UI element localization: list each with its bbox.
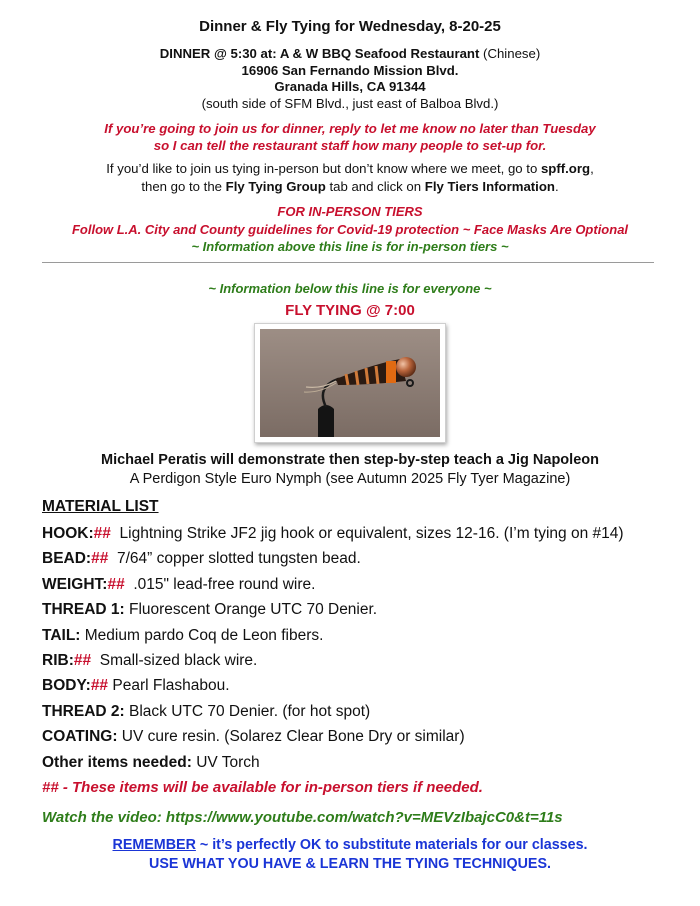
available-marker: ##	[90, 677, 109, 695]
demo-subtitle: A Perdigon Style Euro Nymph (see Autumn 2025 Fly Tyer Magazine)	[129, 471, 571, 487]
available-marker: ##	[107, 575, 125, 593]
available-marker: ##	[93, 525, 111, 542]
fly-photo	[254, 323, 446, 443]
material-key: BEAD	[42, 550, 86, 568]
spff-link[interactable]: spff.org	[540, 161, 591, 176]
material-key: THREAD 1	[42, 601, 120, 619]
material-item	[42, 525, 624, 543]
material-sep: :	[68, 652, 74, 669]
remember-text-1: ~ it’s perfectly	[195, 837, 300, 853]
material-sep: :	[119, 601, 125, 619]
availability-note: ## - These items will be available for in-person tiers if needed.	[42, 779, 483, 796]
directions-punct: ,	[590, 161, 594, 176]
material-value: Medium pardo Coq de Leon fibers.	[80, 626, 324, 644]
material-key: Other items needed	[42, 753, 187, 771]
dinner-address-1: 16906 San Fernando Mission Blvd.	[241, 62, 459, 78]
remember-word: REMEMBER	[112, 837, 196, 853]
material-value: UV cure resin. (Solarez Clear Bone Dry or similar)	[117, 728, 465, 746]
dinner-address-2: Granada Hills, CA 91344	[274, 79, 426, 94]
material-item	[42, 677, 230, 695]
inperson-directions	[0, 160, 700, 195]
material-item	[42, 754, 260, 772]
rsvp-line-2: so I can tell the restaurant staff how many people to set-up for.	[153, 137, 547, 153]
dinner-cuisine: (Chinese)	[479, 46, 541, 61]
dinner-venue: DINNER @ 5:30 at: A & W BBQ Seafood Restaurant	[159, 46, 480, 61]
material-item	[42, 627, 323, 645]
material-key: BODY	[42, 677, 86, 695]
material-item	[42, 576, 315, 594]
material-sep: :	[88, 525, 94, 542]
material-sep: :	[75, 626, 81, 644]
directions-text-3: tab and click on	[325, 178, 425, 194]
material-value: UV Torch	[191, 753, 260, 771]
material-key: WEIGHT	[42, 575, 103, 593]
video-link[interactable]: https://www.youtube.com/watch?v=MEVzIbajcC0&t=11s	[165, 809, 563, 826]
fly-tying-group-tab: Fly Tying Group	[225, 178, 326, 194]
material-key: THREAD 2	[42, 702, 120, 720]
material-value: Black UTC 70 Denier. (for hot spot)	[124, 702, 371, 720]
material-sep: :	[102, 575, 108, 593]
material-value: Small-sized black wire.	[91, 652, 258, 669]
available-marker: ##	[91, 550, 109, 568]
remember-line-2: USE WHAT YOU HAVE & LEARN THE TYING TECHNIQUES.	[149, 856, 551, 872]
page-title: Dinner & Fly Tying for Wednesday, 8-20-25	[199, 18, 501, 35]
rsvp-notice	[0, 121, 700, 154]
material-sep: :	[85, 677, 91, 695]
material-sep: :	[85, 550, 92, 568]
material-key: RIB	[42, 652, 69, 669]
in-person-tiers-block	[0, 203, 700, 238]
rsvp-line-1: If you’re going to join us for dinner, reply to let me know no later than Tuesday	[104, 121, 596, 136]
fly-tying-time: FLY TYING @ 7:00	[285, 302, 415, 319]
divider	[42, 262, 654, 263]
material-item	[42, 601, 377, 619]
material-value: .015" lead-free round wire.	[124, 575, 316, 593]
material-item	[42, 550, 361, 568]
directions-text: If you’d like to join us tying in-person but don’t know where we meet, go to	[106, 161, 541, 176]
material-item	[42, 703, 370, 721]
material-item	[42, 652, 257, 670]
in-person-heading: FOR IN-PERSON TIERS	[277, 204, 423, 219]
dinner-location-note: (south side of SFM Blvd., just east of Balboa Blvd.)	[201, 95, 499, 111]
material-key: COATING:	[42, 728, 118, 746]
above-line-note: ~ Information above this line is for in-person tiers ~	[191, 239, 509, 254]
available-marker: ##	[73, 652, 92, 669]
covid-guidelines: Follow L.A. City and County guidelines for Covid-19 protection ~ Face Masks Are Optional	[71, 221, 629, 237]
directions-punct-2: .	[554, 178, 559, 194]
below-line-note: ~ Information below this line is for everyone ~	[208, 281, 492, 296]
material-key: TAIL	[42, 626, 76, 644]
jig-napoleon-image	[260, 329, 440, 437]
material-item	[42, 728, 465, 746]
material-value: Pearl Flashabou.	[108, 677, 230, 695]
video-label: Watch the video:	[42, 809, 166, 826]
directions-text-2: then go to the	[141, 178, 226, 194]
remember-text-2: to substitute materials for our classes.	[321, 837, 588, 853]
video-line	[42, 809, 563, 826]
fly-tiers-information-link: Fly Tiers Information	[424, 178, 555, 194]
material-value: 7/64” copper slotted tungsten bead.	[108, 550, 361, 568]
material-value: Fluorescent Orange UTC 70 Denier.	[124, 601, 378, 619]
material-list-heading: MATERIAL LIST	[42, 498, 159, 515]
material-sep: :	[186, 753, 192, 771]
material-key: HOOK	[42, 525, 89, 542]
remember-ok: OK	[299, 837, 322, 853]
dinner-info	[0, 46, 700, 112]
remember-block	[0, 836, 700, 874]
demo-title: Michael Peratis will demonstrate then step-by-step teach a Jig Napoleon	[101, 452, 599, 468]
material-value: Lightning Strike JF2 jig hook or equivalent, sizes 12-16. (I’m tying on #14)	[110, 525, 624, 542]
material-sep: :	[119, 702, 125, 720]
